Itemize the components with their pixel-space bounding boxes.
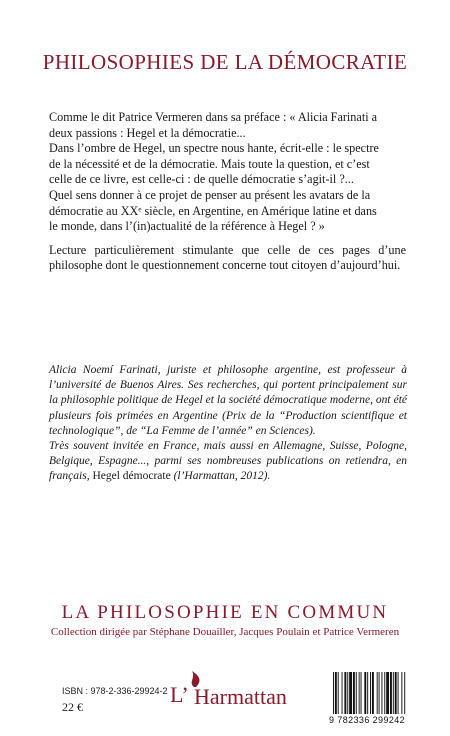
- lecture-paragraph: Lecture particulièrement stimulante que celle de ces pages d’une philosophe dont le questionnement concerne tout citoyen d’aujourd’hui.: [49, 242, 406, 273]
- publisher-logo: [170, 668, 310, 712]
- collection-name: LA PHILOSOPHIE EN COMMUN: [61, 602, 389, 623]
- quote-line: deux passions : Hegel et la démocratie...: [49, 125, 246, 140]
- quote-line: Dans l’ombre de Hegel, un spectre nous hante, écrit-elle : le spectre: [49, 141, 379, 156]
- publisher-name: Harmattan: [194, 684, 287, 709]
- publisher-mark: L’: [170, 682, 189, 707]
- quote-line: de la nécessité et de la démocratie. Mais toute la question, et c’est: [49, 156, 370, 171]
- bio-text: Très souvent invitée en France, mais aussi en Allemagne, Suisse, Pologne, Belgique, Espagne..., parmi ses nombreuses publications on retiendra, en français,: [49, 440, 407, 483]
- quote-line: celle de ce livre, est celle-ci : de quelle démocratie s’agit-il ?...: [49, 172, 354, 187]
- referenced-book-title: Hegel démocrate: [92, 470, 171, 483]
- barcode-digits: 9 782336 299242: [329, 715, 406, 725]
- price: 22 €: [62, 700, 83, 714]
- description-block: [49, 110, 406, 274]
- bio-paragraph: Alicia Noemí Farinati, juriste et philosophe argentine, est professeur à l’université de Buenos Aires. Ses recherches, qui portent principalement sur la philosophie politique de Hegel et la société démocratique moderne, ont été plusieurs fois primées en Argentine (Prix de la “Production scientifique et technologique”, de “La Femme de l’année” en Sciences).: [49, 364, 407, 437]
- barcode: [329, 672, 431, 726]
- collection-directors: Collection dirigée par Stéphane Douailler, Jacques Poulain et Patrice Vermeren: [50, 626, 400, 638]
- collection-block: [0, 602, 450, 638]
- quote-line: Quel sens donner à ce projet de penser au présent les avatars de la: [49, 187, 371, 202]
- bio-paragraph-2: [49, 439, 407, 485]
- quote-line: Comme le dit Patrice Vermeren dans sa préface : « Alicia Farinati a: [49, 110, 378, 124]
- isbn: ISBN : 978-2-336-29924-2: [62, 686, 168, 696]
- author-bio: [49, 363, 407, 485]
- referenced-book-publisher: (l’Harmattan, 2012).: [173, 470, 271, 483]
- quote-line: le monde, dans l’(in)actualité de la référence à Hegel ? »: [49, 219, 325, 234]
- quote-line: démocratie au XXᵉ siècle, en Argentine, en Amérique latine et dans: [49, 203, 377, 218]
- book-title: PHILOSOPHIES DE LA DÉMOCRATIE: [42, 50, 408, 74]
- barcode-bars: [329, 672, 431, 714]
